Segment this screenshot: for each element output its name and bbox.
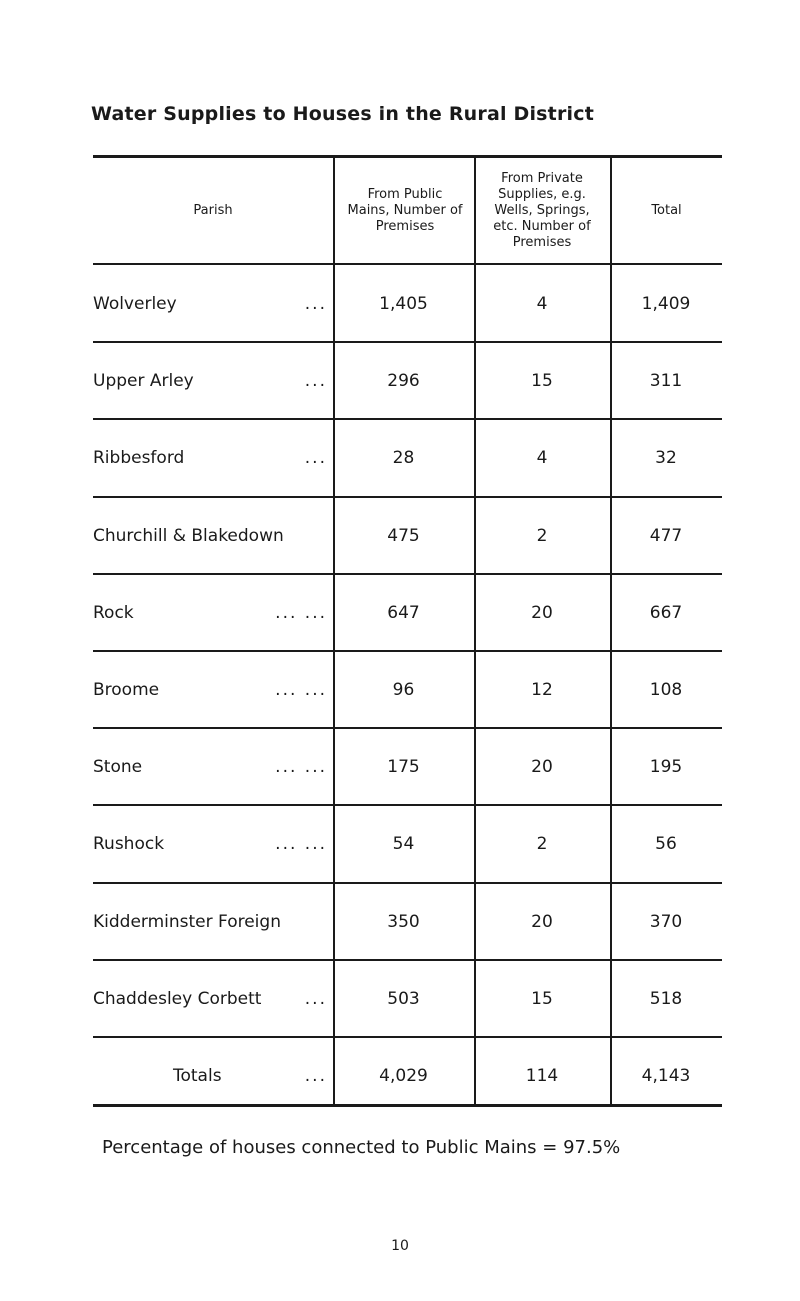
header-public-mains: From Public Mains, Number of Premises — [347, 187, 463, 234]
parish-cell — [93, 651, 333, 728]
private-value: 2 — [536, 833, 548, 854]
header-total: Total — [651, 203, 682, 218]
parish-name: Rock — [93, 602, 134, 623]
total-value: 311 — [649, 370, 683, 391]
totals-label: Totals — [173, 1065, 222, 1086]
page-number: 10 — [391, 1238, 409, 1254]
public-value: 54 — [392, 833, 415, 854]
leader-dots: ... ... — [275, 756, 327, 777]
private-value: 20 — [531, 602, 553, 623]
leader-dots: ... — [304, 1065, 327, 1086]
public-value: 350 — [387, 911, 420, 932]
leader-dots: ... — [304, 988, 327, 1009]
total-value: 56 — [655, 833, 677, 854]
private-value: 20 — [531, 756, 553, 777]
total-value: 477 — [649, 525, 683, 546]
parish-cell — [93, 728, 333, 805]
total-value: 370 — [649, 911, 683, 932]
leader-dots: ... — [304, 293, 327, 314]
page-title: Water Supplies to Houses in the Rural District — [91, 103, 594, 125]
parish-cell — [93, 960, 333, 1037]
leader-dots: ... ... — [275, 833, 327, 854]
header-private-supplies: From Private Supplies, e.g. Wells, Springs, etc. Number of Premises — [493, 171, 591, 250]
leader-dots: ... ... — [275, 602, 327, 623]
parish-name: Chaddesley Corbett — [93, 988, 262, 1009]
private-value: 4 — [536, 447, 548, 468]
leader-dots: ... — [304, 447, 327, 468]
total-value: 667 — [649, 602, 683, 623]
parish-name: Wolverley — [93, 293, 177, 314]
parish-cell — [93, 805, 333, 882]
totals-private-value: 114 — [525, 1065, 559, 1086]
parish-cell — [93, 497, 333, 574]
private-value: 20 — [531, 911, 553, 932]
header-parish: Parish — [193, 203, 233, 218]
parish-name: Upper Arley — [93, 370, 194, 391]
totals-label-cell — [93, 1037, 333, 1114]
public-value: 28 — [392, 447, 415, 468]
private-value: 15 — [531, 988, 553, 1009]
public-value: 96 — [392, 679, 415, 700]
parish-name: Ribbesford — [93, 447, 185, 468]
public-value: 296 — [387, 370, 420, 391]
table-bottom-rule — [93, 1104, 722, 1107]
totals-total-value: 4,143 — [641, 1065, 691, 1086]
public-value: 503 — [387, 988, 420, 1009]
parish-name: Kidderminster Foreign — [93, 911, 281, 932]
total-value: 108 — [649, 679, 683, 700]
public-value: 647 — [387, 602, 420, 623]
totals-public-value: 4,029 — [379, 1065, 428, 1086]
private-value: 4 — [536, 293, 548, 314]
private-value: 2 — [536, 525, 548, 546]
parish-name: Broome — [93, 679, 160, 700]
private-value: 15 — [531, 370, 553, 391]
parish-cell — [93, 883, 333, 960]
public-value: 475 — [387, 525, 420, 546]
leader-dots: ... — [304, 370, 327, 391]
total-value: 518 — [649, 988, 683, 1009]
public-value: 1,405 — [379, 293, 428, 314]
parish-name: Rushock — [93, 833, 165, 854]
parish-cell — [93, 419, 333, 496]
private-value: 12 — [531, 679, 553, 700]
parish-name: Stone — [93, 756, 143, 777]
leader-dots: ... ... — [275, 679, 327, 700]
total-value: 32 — [655, 447, 677, 468]
parish-cell — [93, 342, 333, 419]
public-value: 175 — [387, 756, 420, 777]
total-value: 1,409 — [641, 293, 691, 314]
parish-cell — [93, 265, 333, 342]
total-value: 195 — [649, 756, 683, 777]
percentage-note: Percentage of houses connected to Public Mains = 97.5% — [102, 1137, 621, 1158]
parish-cell — [93, 574, 333, 651]
parish-name: Churchill & Blakedown — [93, 525, 284, 546]
